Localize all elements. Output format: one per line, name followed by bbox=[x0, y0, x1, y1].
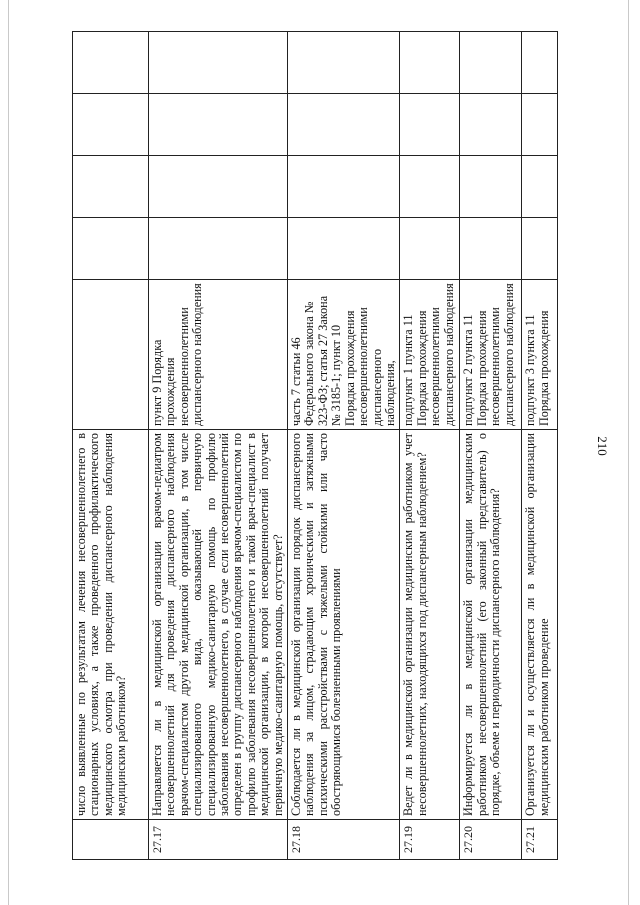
question-cell: Информируется ли в медицинской организации медицинским работником несовершеннолетний (его законный представитель) о порядке, объеме и периодичности диспансерного наблюдения? bbox=[460, 430, 522, 820]
reference-cell: подпункт 3 пункта 11 Порядка прохождения bbox=[522, 280, 558, 430]
answer-cell-na bbox=[73, 94, 149, 156]
answer-cell-na bbox=[400, 94, 460, 156]
question-cell: число выявленные по результатам лечения несовершеннолетнего в стационарных условиях, а также проведенного профилактического медицинского осмотра при проведении диспансерного наблюдения медицинским работником? bbox=[73, 430, 149, 820]
question-cell: Соблюдается ли в медицинской организации порядок диспансерного наблюдения за лицом, страдающим хроническими и затяжными психическими расстройствами с тяжелыми стойкими или часто обостряющимися болезненными проявлениями bbox=[288, 430, 400, 820]
answer-cell-na bbox=[460, 94, 522, 156]
reference-cell bbox=[73, 280, 149, 430]
row-number: 27.20 bbox=[460, 820, 522, 860]
rotated-table-wrapper bbox=[72, 40, 552, 860]
answer-cell-note bbox=[149, 32, 288, 94]
answer-cell-yes bbox=[149, 218, 288, 280]
answer-cell-na bbox=[288, 94, 400, 156]
reference-cell: подпункт 1 пункта 11 Порядка прохождения несовершеннолетними диспансерного наблюдения bbox=[400, 280, 460, 430]
table-row bbox=[400, 32, 460, 860]
answer-cell-note bbox=[288, 32, 400, 94]
scan-edge-left bbox=[8, 0, 9, 905]
scan-edge-right bbox=[628, 0, 629, 905]
answer-cell-note bbox=[73, 32, 149, 94]
table-row bbox=[288, 32, 400, 860]
page-number: 210 bbox=[594, 436, 610, 456]
question-cell: Организуется ли и осуществляется ли в медицинской организации медицинским работником проведение bbox=[522, 430, 558, 820]
answer-cell-note bbox=[400, 32, 460, 94]
answer-cell-yes bbox=[460, 218, 522, 280]
row-number: 27.17 bbox=[149, 820, 288, 860]
table-row bbox=[149, 32, 288, 860]
answer-cell-no bbox=[460, 156, 522, 218]
row-number: 27.19 bbox=[400, 820, 460, 860]
answer-cell-yes bbox=[73, 218, 149, 280]
answer-cell-na bbox=[149, 94, 288, 156]
answer-cell-na bbox=[522, 94, 558, 156]
inspection-checklist-table bbox=[72, 31, 558, 860]
reference-cell: пункт 9 Порядка прохождения несовершеннолетними диспансерного наблюдения bbox=[149, 280, 288, 430]
answer-cell-no bbox=[149, 156, 288, 218]
row-number: 27.18 bbox=[288, 820, 400, 860]
answer-cell-no bbox=[288, 156, 400, 218]
answer-cell-yes bbox=[288, 218, 400, 280]
question-cell: Ведет ли в медицинской организации медицинским работником учет несовершеннолетних, находящихся под диспансерным наблюдением? bbox=[400, 430, 460, 820]
answer-cell-yes bbox=[522, 218, 558, 280]
answer-cell-note bbox=[460, 32, 522, 94]
row-number bbox=[73, 820, 149, 860]
answer-cell-yes bbox=[400, 218, 460, 280]
question-cell: Направляется ли в медицинской организации врачом-педиатром несовершеннолетний для проведения диспансерного наблюдения врачом-специалистом другой медицинской организации, в том числе специализированного вида, оказывающей первичную специализированную медико-санитарную помощь по профилю заболевания несовершеннолетнего, в случае если несовершеннолетний определен в группу диспансерного наблюдения врачом-специалистом по профилю заболевания несовершеннолетнего и такой врач-специалист в медицинской организации, в которой несовершеннолетний получает первичную медико-санитарную помощь, отсутствует? bbox=[149, 430, 288, 820]
table-row bbox=[73, 32, 149, 860]
answer-cell-note bbox=[522, 32, 558, 94]
reference-cell: подпункт 2 пункта 11 Порядка прохождения несовершеннолетними диспансерного наблюдения bbox=[460, 280, 522, 430]
answer-cell-no bbox=[522, 156, 558, 218]
answer-cell-no bbox=[73, 156, 149, 218]
reference-cell: часть 7 статьи 46 Федерального закона № 323-ФЗ; статья 27 Закона № 3185-1; пункт 10 Порядка прохождения несовершеннолетними диспансерного наблюдения, bbox=[288, 280, 400, 430]
answer-cell-no bbox=[400, 156, 460, 218]
table-row bbox=[460, 32, 522, 860]
table-row bbox=[522, 32, 558, 860]
row-number: 27.21 bbox=[522, 820, 558, 860]
